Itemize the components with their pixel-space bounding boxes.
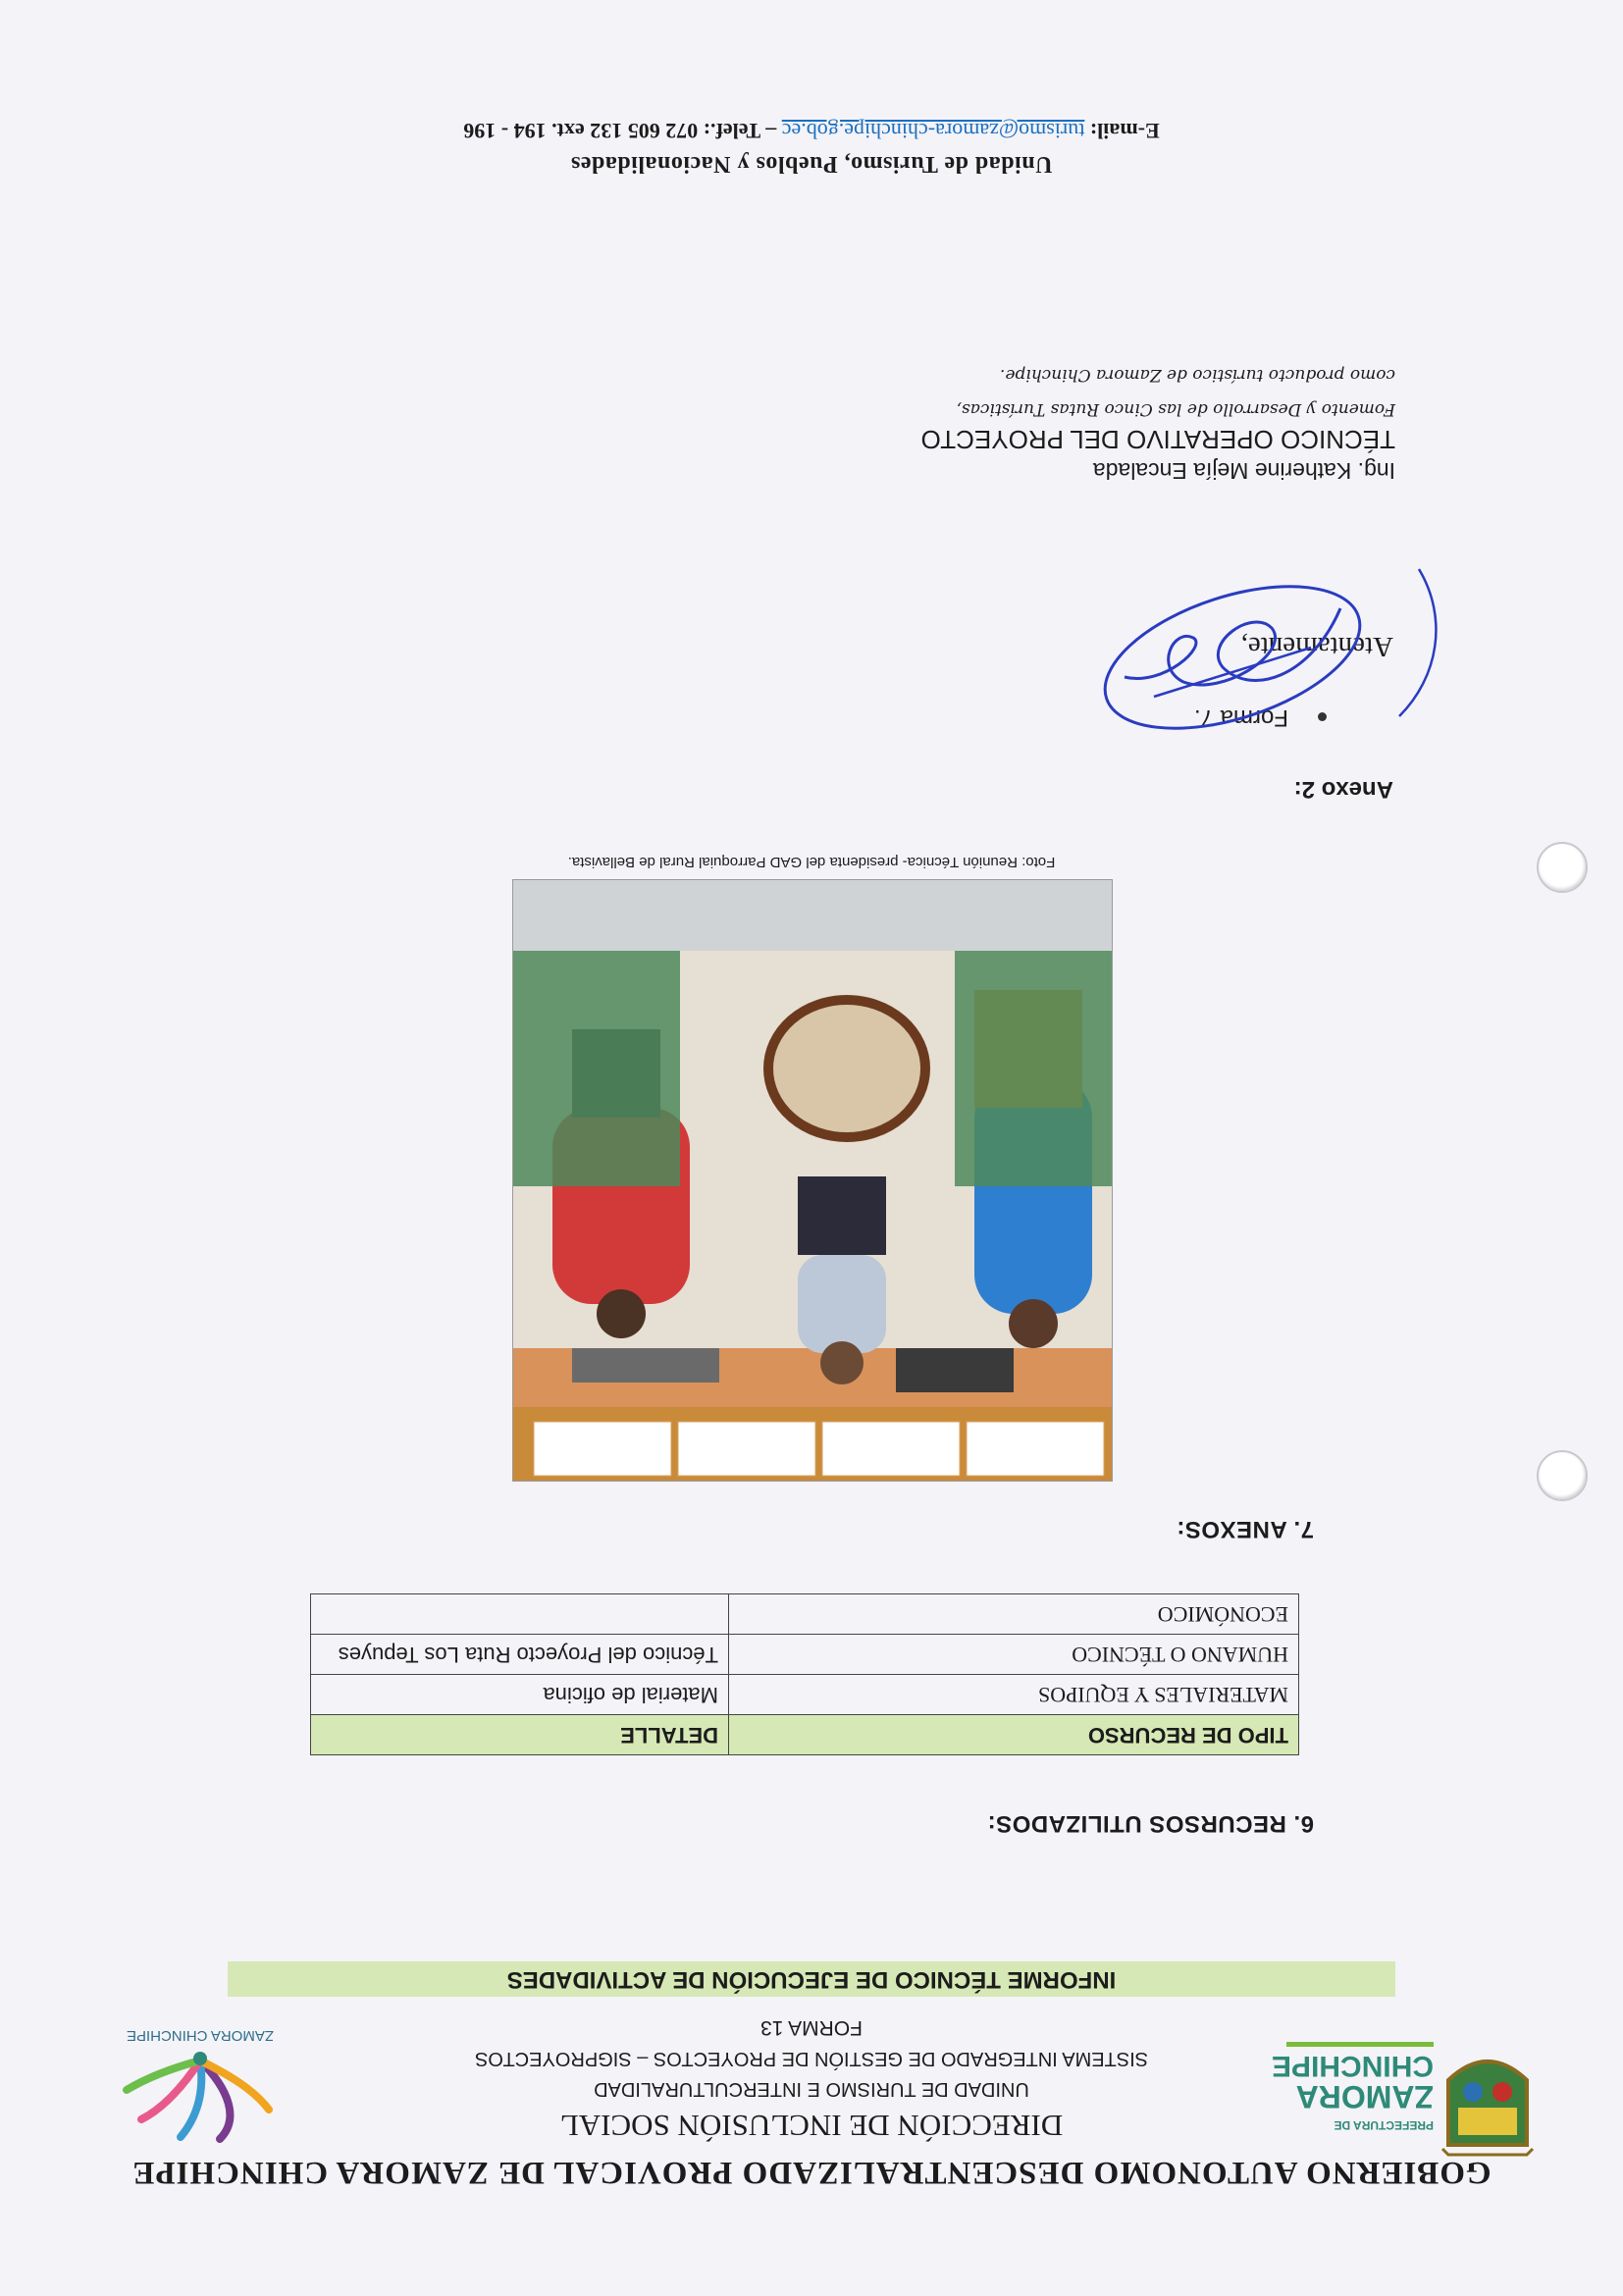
signer-role: TÉCNICO OPERATIVO DEL PROYECTO — [920, 425, 1395, 454]
report-title-band: INFORME TÉCNICO DE EJECUCIÓN DE ACTIVIDADES — [228, 1961, 1395, 1997]
column-header: DETALLE — [311, 1715, 729, 1755]
phone-label: – Telef.: — [703, 119, 777, 143]
resource-detail-cell — [311, 1594, 729, 1635]
footer-contact-line — [0, 118, 1623, 143]
column-header: TIPO DE RECURSO — [729, 1715, 1299, 1755]
brand-name-text: ZAMORA CHINCHIPE — [126, 2027, 275, 2044]
table-row — [311, 1594, 1299, 1635]
email-link[interactable]: turismo@zamora-chinchipe.gob.ec — [781, 119, 1085, 143]
table-header-row — [311, 1715, 1299, 1755]
signer-project-line2: como producto turístico de Zamora Chinchipe. — [1000, 365, 1395, 385]
resource-type-cell: MATERIALES Y EQUIPOS — [729, 1675, 1299, 1715]
unit-name-header: UNIDAD DE TURISMO E INTERCULTURALIDAD — [594, 2078, 1029, 2100]
resource-type-cell: HUMANO O TÉCNICO — [729, 1635, 1299, 1675]
signer-name: Ing. Katherine Mejía Encalada — [1092, 458, 1395, 484]
meeting-photo — [512, 879, 1113, 1482]
annexes-heading: 7. ANEXOS: — [1176, 1516, 1314, 1542]
resource-detail-cell: Material de oficina — [311, 1675, 729, 1715]
phone-number: 072 605 132 ext. 194 - 196 — [463, 119, 699, 143]
footer-unit-name: Unidad de Turismo, Pueblos y Nacionalidades — [570, 151, 1053, 177]
logo-prefix-text: PREFECTURA DE — [1334, 2118, 1434, 2132]
logo-name-line1: ZAMORA — [1295, 2079, 1434, 2114]
table-row — [311, 1675, 1299, 1715]
resources-heading: 6. RECURSOS UTILIZADOS: — [987, 1810, 1314, 1837]
signer-project-line1: Fomento y Desarrollo de las Cinco Rutas Turísticas, — [956, 399, 1395, 419]
annex2-item-label: Forma 7. — [1193, 704, 1288, 731]
resource-type-cell: ECONÓMICO — [729, 1594, 1299, 1635]
photo-caption: Foto: Reunión Técnica- presidenta del GAD Parroquial Rural de Bellavista. — [567, 854, 1056, 870]
punch-hole-lower — [1537, 1450, 1588, 1501]
form-number: FORMA 13 — [760, 2016, 863, 2039]
logo-name-line2: CHINCHIPE — [1271, 2050, 1434, 2082]
resources-table — [310, 1593, 1299, 1755]
handwritten-signature — [1066, 549, 1478, 736]
system-name: SISTEMA INTEGRADO DE GESTIÓN DE PROYECTOS – SIGPROYECTOS — [474, 2048, 1149, 2069]
email-label: E-mail: — [1089, 119, 1160, 143]
institution-title: GOBIERNO AUTONOMO DESCENTRALIZADO PROVICAL DE ZAMORA CHINCHIPE — [131, 2155, 1492, 2190]
table-row — [311, 1635, 1299, 1675]
resource-detail-cell: Técnico del Proyecto Ruta Los Tepuyes — [311, 1635, 729, 1675]
direction-name: DIRECCIÓN DE INCLUSIÓN SOCIAL — [559, 2109, 1064, 2143]
annex2-heading: Anexo 2: — [1293, 776, 1393, 803]
closing-salutation: Atentamente, — [1240, 631, 1393, 662]
